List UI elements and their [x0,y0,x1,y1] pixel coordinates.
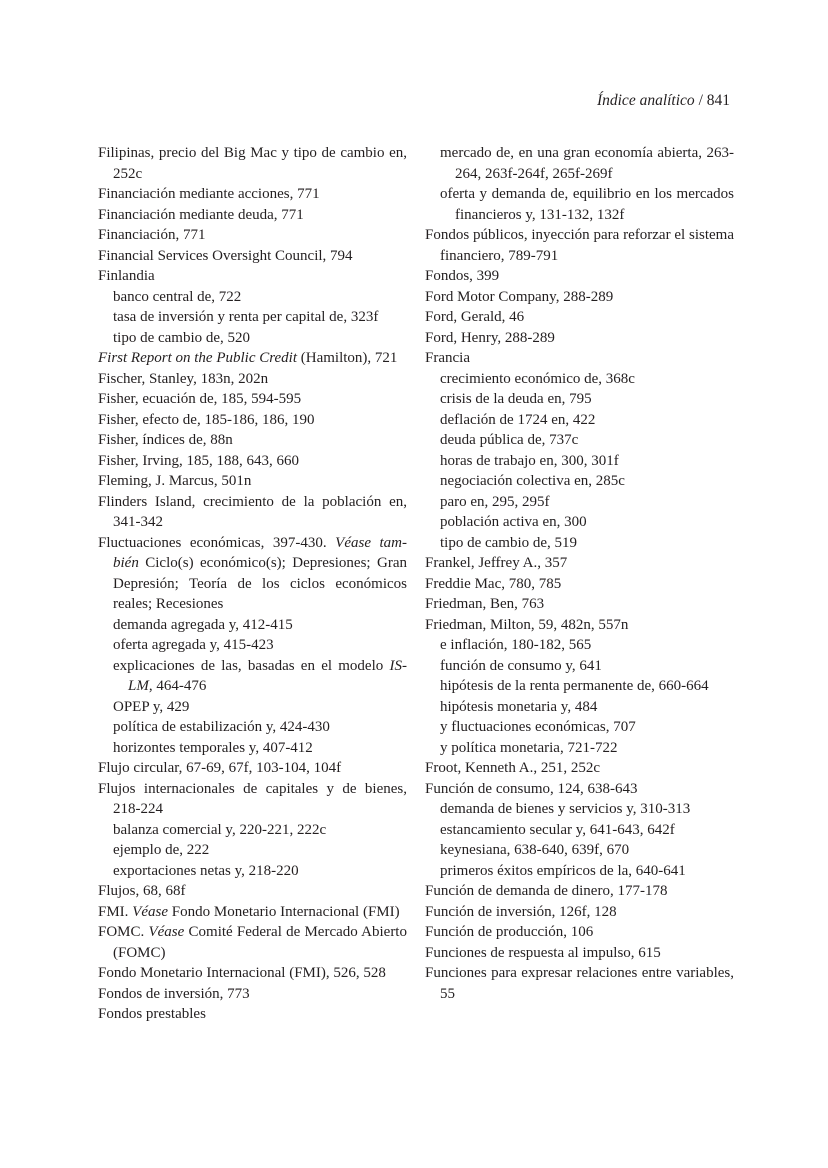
index-entry [98,143,407,184]
index-entry [425,963,734,1004]
entry-text: Froot, Kenneth A., 251, 252c [425,760,600,776]
section-title: Índice analítico [596,92,695,109]
entry-text: mercado de, en una gran economía abierta, 263-264, 263f-264f, 265f-269f [440,145,734,182]
index-entry [98,922,407,963]
entry-cross-reference-label: IS-LM [128,657,407,694]
entry-text: Función de producción, 106 [425,924,594,940]
index-entry [425,943,734,964]
index-entry [425,902,734,923]
entry-text: keynesiana, 638-640, 639f, 670 [440,842,630,858]
entry-text: Fondos, 399 [425,268,500,284]
index-entry [98,1004,407,1025]
index-entry [98,184,407,205]
index-entry [98,246,407,267]
index-subentry [98,697,407,718]
entry-text: Fleming, J. Marcus, 501n [98,473,252,489]
index-entry [98,389,407,410]
index-subentry [98,635,407,656]
index-subentry [425,410,734,431]
index-entry [98,533,407,615]
entry-text: Financiación mediante deuda, 771 [98,206,304,223]
entry-text: Flinders Island, crecimiento de la población en, 341-342 [98,493,407,530]
entry-text: Ford Motor Company, 288-289 [425,288,614,305]
entry-text: Fisher, índices de, 88n [98,432,233,448]
entry-text: Fisher, efecto de, 185-186, 186, 190 [98,411,315,428]
entry-text: crecimiento económico de, 368c [440,370,635,387]
index-subentry [425,676,734,697]
entry-text: tipo de cambio de, 519 [440,534,578,551]
entry-text: hipótesis de la renta permanente de, 660-664 [440,678,709,694]
entry-text: paro en, 295, 295f [440,493,550,510]
entry-text: OPEP y, 429 [113,698,190,715]
entry-text: Flujo circular, 67-69, 67f, 103-104, 104f [98,760,342,776]
index-subentry [425,143,734,184]
entry-text: Función de inversión, 126f, 128 [425,903,617,920]
entry-text: horizontes temporales y, 407-412 [113,739,313,756]
index-entry [425,758,734,779]
entry-cross-reference-label: Véase [132,903,169,920]
entry-text: hipótesis monetaria y, 484 [440,698,598,715]
entry-text: Ford, Gerald, 46 [425,309,525,325]
entry-text: e inflación, 180-182, 565 [440,637,592,653]
index-entry [425,881,734,902]
entry-text: Fischer, Stanley, 183n, 202n [98,370,269,387]
entry-text: Flujos internacionales de capitales y de bienes, 218-224 [98,780,407,817]
entry-text: deuda pública de, 737c [440,432,579,448]
entry-text: Filipinas, precio del Big Mac y tipo de cambio en, 252c [98,145,407,182]
entry-text: política de estabilización y, 424-430 [113,719,330,735]
index-entry [425,615,734,636]
entry-text: Fondos prestables [98,1006,206,1022]
entry-text: y fluctuaciones económicas, 707 [440,719,636,735]
entry-text: tasa de inversión y renta per capital de, 323f [113,309,379,325]
index-subentry [98,328,407,349]
entry-text: explicaciones de las, basadas en el modelo [113,657,390,674]
index-entry [425,348,734,369]
index-entry [425,307,734,328]
entry-text: FOMC. [98,924,149,940]
entry-text: Financiación mediante acciones, 771 [98,186,320,202]
index-entry [98,963,407,984]
index-subentry [425,533,734,554]
index-entry [425,266,734,287]
entry-text: balanza comercial y, 220-221, 222c [113,821,327,838]
index-entry [425,922,734,943]
index-subentry [425,492,734,513]
entry-text: oferta y demanda de, equilibrio en los mercados financieros y, 131-132, 132f [440,186,734,223]
header-separator: / [694,92,707,109]
entry-text: Freddie Mac, 780, 785 [425,575,562,592]
entry-text: función de consumo y, 641 [440,657,602,674]
index-entry [425,225,734,266]
entry-text: ejemplo de, 222 [113,842,210,858]
index-entry [425,328,734,349]
entry-text: exportaciones netas y, 218-220 [113,862,299,879]
entry-text: Financiación, 771 [98,227,206,243]
index-subentry [425,512,734,533]
index-subentry [425,717,734,738]
entry-text: Friedman, Milton, 59, 482n, 557n [425,616,629,633]
entry-text: (Hamilton), 721 [297,350,398,366]
entry-text: población activa en, 300 [440,514,587,530]
index-subentry [425,656,734,677]
index-subentry [98,287,407,308]
index-entry [98,205,407,226]
index-subentry [98,615,407,636]
index-subentry [425,184,734,225]
entry-text: horas de trabajo en, 300, 301f [440,452,619,469]
index-entry [425,553,734,574]
index-entry [98,369,407,390]
index-entry [425,287,734,308]
entry-text: banco central de, 722 [113,288,242,305]
entry-text: Fisher, ecuación de, 185, 594-595 [98,391,302,407]
entry-text: Finlandia [98,268,155,284]
entry-text: tipo de cambio de, 520 [113,329,251,346]
entry-text: FMI. [98,903,133,920]
entry-text-continued: Ciclo(s) económico(s); Depresiones; Gran Depresión; Teoría de los ciclos económicos reales; Recesiones [113,555,407,612]
index-subentry [425,471,734,492]
entry-text: negociación colectiva en, 285c [440,473,625,489]
entry-text-continued: Fondo Monetario Internacional (FMI) [168,903,400,920]
entry-text: Flujos, 68, 68f [98,883,186,899]
index-entry [98,758,407,779]
index-subentry [425,389,734,410]
index-entry [98,225,407,246]
index-entry [98,492,407,533]
index-entry [425,574,734,595]
entry-text: Frankel, Jeffrey A., 357 [425,555,568,571]
index-entry [98,430,407,451]
index-subentry [425,738,734,759]
index-subentry [98,656,407,697]
index-entry [425,779,734,800]
index-subentry [425,799,734,820]
entry-text: Friedman, Ben, 763 [425,596,545,612]
index-subentry [98,717,407,738]
index-entry [98,471,407,492]
index-entry [98,348,407,369]
entry-text: Función de demanda de dinero, 177-178 [425,883,668,899]
running-header [597,92,730,110]
index-column-left [98,143,407,1025]
entry-text: crisis de la deuda en, 795 [440,391,592,407]
page-number: 841 [706,92,730,109]
entry-text: demanda agregada y, 412-415 [113,616,293,633]
entry-text: Fondo Monetario Internacional (FMI), 526, 528 [98,965,386,981]
index-subentry [98,820,407,841]
index-subentry [425,820,734,841]
index-subentry [425,840,734,861]
entry-text: oferta agregada y, 415-423 [113,637,274,653]
entry-text: Funciones para expresar relaciones entre variables, 55 [425,965,734,1002]
index-subentry [425,697,734,718]
entry-text: Fondos públicos, inyección para reforzar el sistema financiero, 789-791 [425,227,734,264]
index-subentry [425,451,734,472]
entry-cross-reference-label: Véase también [113,534,407,571]
index-subentry [98,307,407,328]
index-entry [98,984,407,1005]
index-entry [98,881,407,902]
entry-text: Función de consumo, 124, 638-643 [425,780,638,797]
index-entry [98,902,407,923]
entry-text: Fluctuaciones económicas, 397-430. [98,534,336,551]
entry-text: y política monetaria, 721-722 [440,739,618,756]
entry-text: deflación de 1724 en, 422 [440,411,596,428]
index-entry [98,451,407,472]
index-subentry [98,861,407,882]
index-entry [98,410,407,431]
entry-text-continued: , 464-476 [148,678,207,694]
index-entry [425,594,734,615]
entry-text: Financial Services Oversight Council, 794 [98,247,353,264]
index-subentry [98,840,407,861]
entry-text: Fondos de inversión, 773 [98,985,250,1002]
entry-cross-reference-label: Véase [148,924,185,940]
entry-text: Fisher, Irving, 185, 188, 643, 660 [98,452,300,469]
entry-text: primeros éxitos empíricos de la, 640-641 [440,862,686,879]
entry-text: demanda de bienes y servicios y, 310-313 [440,801,691,817]
index-subentry [425,369,734,390]
index-subentry [425,430,734,451]
index-subentry [425,635,734,656]
index-entry [98,779,407,820]
index-column-right [425,143,734,1004]
entry-text: Francia [425,350,470,366]
entry-italic-title: First Report on the Public Credit [98,350,298,366]
entry-text: Ford, Henry, 288-289 [425,329,555,346]
entry-text: Funciones de respuesta al impulso, 615 [425,944,661,961]
index-subentry [425,861,734,882]
index-subentry [98,738,407,759]
entry-text-continued: Comité Federal de Mercado Abierto (FOMC) [113,924,407,961]
index-entry [98,266,407,287]
entry-text: estancamiento secular y, 641-643, 642f [440,821,675,838]
